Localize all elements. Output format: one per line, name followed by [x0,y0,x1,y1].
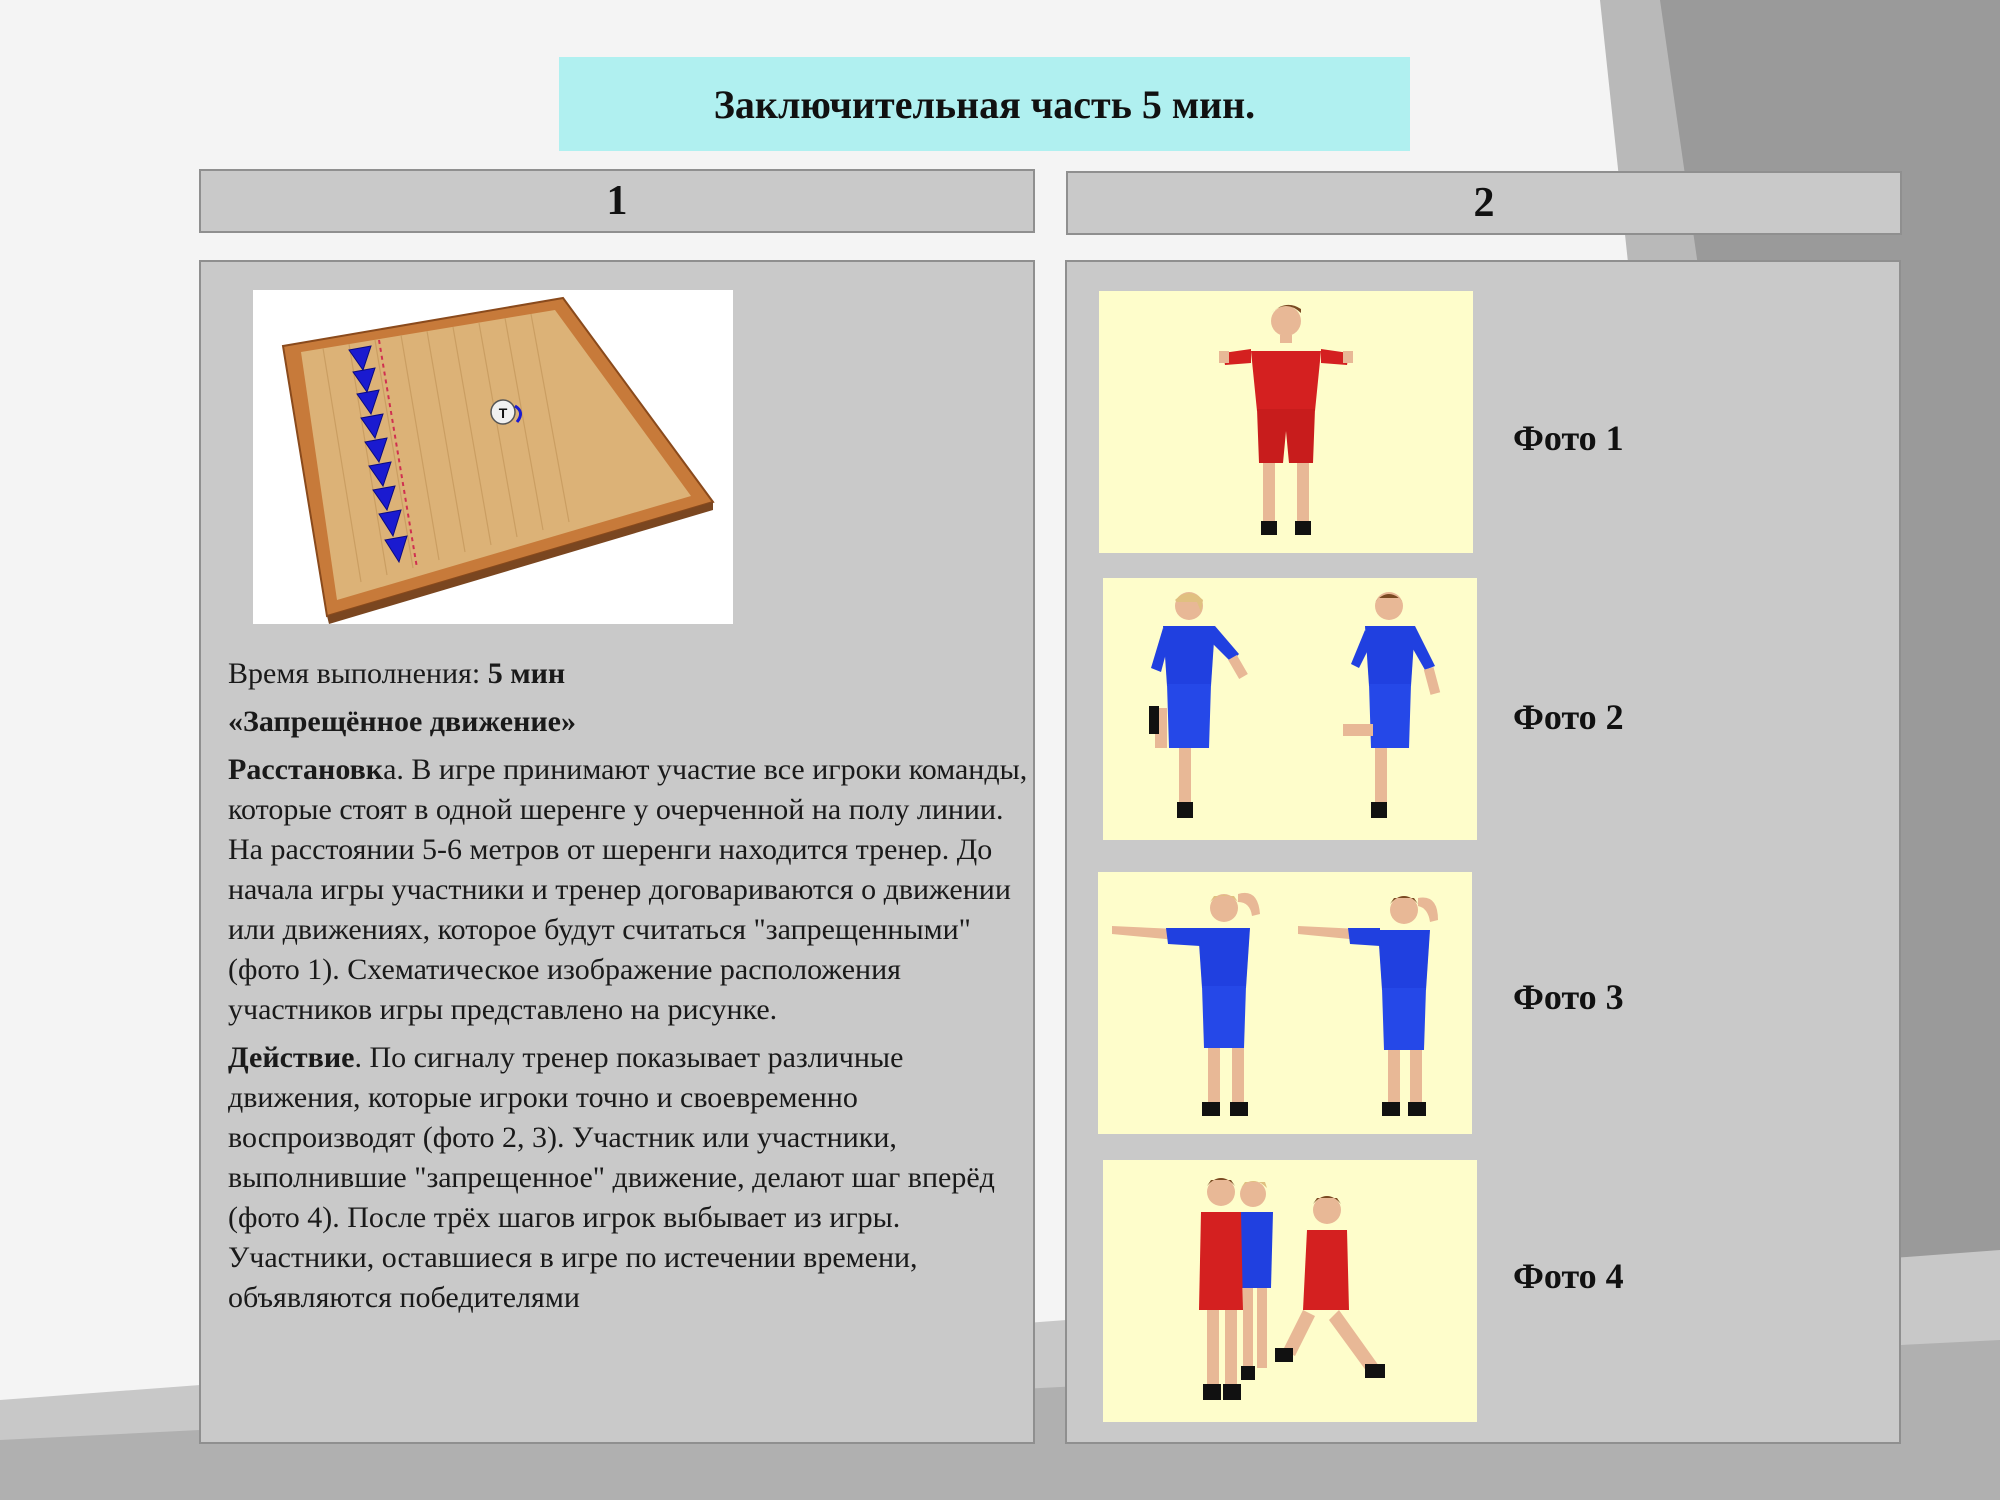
person-blue-leg-raised-right [1343,592,1440,818]
photo-2-figures [1103,578,1477,840]
court-diagram-drawing [253,290,733,624]
setup-heading: Расстановк [228,753,384,786]
execution-time-value: 5 мин [487,657,566,690]
right-panel [1065,260,1901,1444]
person-red-standing [1199,1178,1243,1400]
execution-time-line [228,654,1028,694]
action-text: . По сигналу тренер показывает различные движения, которые игроки точно и своевременно воспроизводят (фото 2, 3). Участник или участники, выполнившие "запрещенное" движение, делают шаг вперёд (фото 4). После трёх шагов игрок выбывает из игры. Участники, оставшиеся в игре по истечении времени, объявляются победителями [228,1041,995,1314]
setup-paragraph [228,750,1028,1030]
photo-3 [1098,872,1472,1134]
execution-time-label: Время выполнения: [228,657,488,690]
person-blue-arm-side-right [1298,896,1438,1116]
person-red-arms-raised [1219,305,1353,535]
slide-title-text: Заключительная часть 5 мин. [713,81,1256,127]
game-title-text: «Запрещённое движение» [228,705,576,738]
person-blue-leg-raised-left [1149,592,1248,818]
setup-text: а. В игре принимают участие все игроки команды, которые стоят в одной шеренге у очерченной на полу линии. На расстоянии 5-6 метров от шеренги находится тренер. До начала игры участники и тренер договариваются о движении или движениях, которое будут считаться "запрещенными" (фото 1). Схематическое изображение расположения участников игры представлено на рисунке. [228,753,1028,1026]
person-red-stepping-forward [1275,1196,1385,1378]
photo-3-label: Фото 3 [1513,977,1624,1017]
photo-1-label: Фото 1 [1513,418,1624,458]
column-header-2 [1066,171,1902,235]
column-header-1-label: 1 [606,178,628,224]
left-panel [199,260,1035,1444]
photo-3-figures [1098,872,1472,1134]
game-title [228,702,1028,742]
photo-2-label: Фото 2 [1513,697,1624,737]
column-header-2-label: 2 [1473,180,1495,226]
action-heading: Действие [228,1041,355,1074]
photo-4 [1103,1160,1477,1422]
photo-1-figure [1099,291,1473,553]
photo-4-figures [1103,1160,1477,1422]
court-diagram [253,290,733,624]
slide-title [559,57,1410,151]
description-text [228,654,1028,1326]
person-blue-arm-side-left [1112,893,1260,1116]
photo-2 [1103,578,1477,840]
action-paragraph [228,1038,1028,1318]
column-header-1 [199,169,1035,233]
photo-1 [1099,291,1473,553]
court-trainer-marker: Т [498,405,508,421]
photo-4-label: Фото 4 [1513,1256,1624,1296]
